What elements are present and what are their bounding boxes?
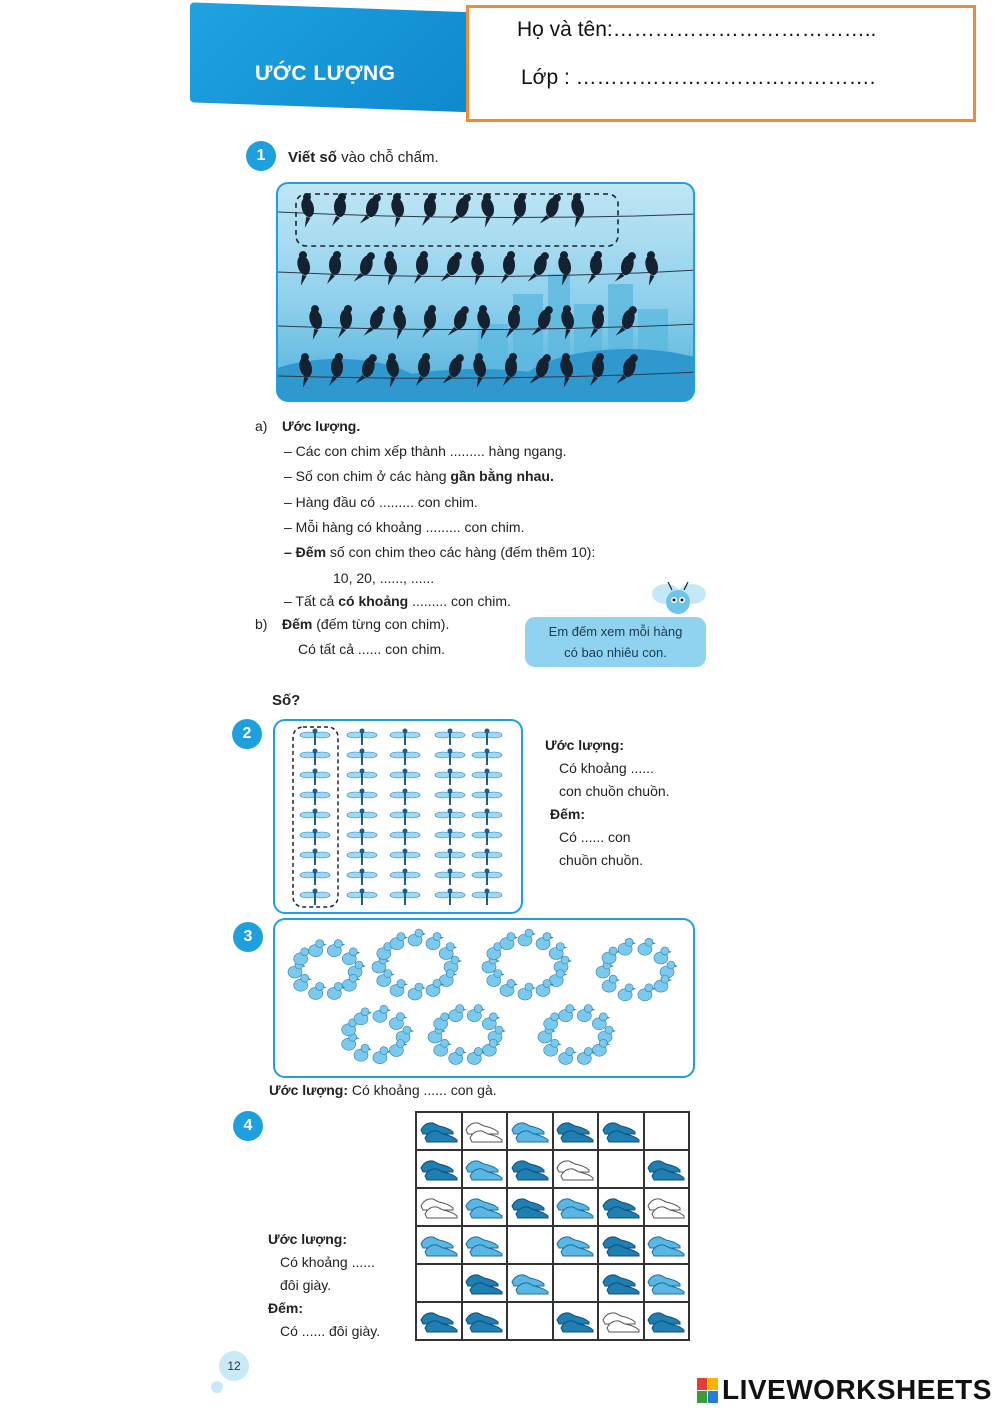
chicken-icon: [518, 929, 536, 946]
so-heading: Số?: [272, 692, 301, 709]
ex1-line3: – Hàng đầu có ......... con chim.: [284, 494, 478, 510]
dragonfly-icon: [347, 729, 377, 746]
dragonfly-icon: [390, 869, 420, 886]
shoe-cell: [644, 1226, 690, 1264]
empty-cell: [416, 1264, 462, 1302]
chicken-icon: [618, 984, 636, 1001]
dragonfly-icon: [435, 889, 465, 906]
shoe-icon: [464, 1230, 504, 1260]
bird-icon: [332, 193, 346, 226]
dragonfly-icon: [472, 729, 502, 746]
title-banner: [190, 2, 510, 113]
ex1-line2: – Số con chim ở các hàng gần bằng nhau.: [284, 468, 554, 484]
chicken-icon: [602, 947, 620, 964]
part-b-label: b): [255, 616, 268, 632]
dragonfly-icon: [472, 869, 502, 886]
birds-on-wires-image: [276, 182, 695, 402]
shoe-cell: [644, 1150, 690, 1188]
empty-cell: [598, 1150, 644, 1188]
dragonfly-icon: [390, 809, 420, 826]
dragonfly-icon: [300, 829, 330, 846]
chicken-icon: [536, 933, 554, 950]
shoe-icon: [646, 1154, 686, 1184]
ex1-line4: – Mỗi hàng có khoảng ......... con chim.: [284, 519, 525, 535]
shoe-cell: [598, 1264, 644, 1302]
shoe-cell: [507, 1264, 553, 1302]
dragonfly-icon: [472, 809, 502, 826]
bird-icon: [414, 251, 428, 284]
liveworksheets-logo-icon: [697, 1378, 719, 1404]
bird-icon: [640, 250, 662, 285]
part-b-title: Đếm (đếm từng con chim).: [282, 616, 450, 632]
speech-bubble: Em đếm xem mỗi hàng có bao nhiêu con.: [525, 617, 706, 667]
chicken-icon: [559, 1005, 577, 1022]
bird-icon: [422, 193, 436, 226]
chicken-icon: [354, 1008, 372, 1025]
dragonfly-icon: [472, 749, 502, 766]
bird-icon: [388, 304, 410, 339]
bird-icon: [296, 192, 318, 227]
chicken-icon: [559, 1047, 577, 1064]
shoe-icon: [464, 1268, 504, 1298]
shoe-icon: [555, 1306, 595, 1336]
shoe-icon: [419, 1306, 459, 1336]
shoe-icon: [510, 1154, 550, 1184]
chicken-icon: [373, 1047, 391, 1064]
shoe-cell: [416, 1302, 462, 1340]
ex2-count-title: Đếm:: [550, 806, 586, 822]
chickens-image: [273, 918, 695, 1078]
shoe-icon: [646, 1192, 686, 1222]
ex2-estimate-line1: Có khoảng ......: [559, 760, 654, 776]
chicken-icon: [390, 933, 408, 950]
chicken-icon: [467, 1005, 485, 1022]
bird-icon: [304, 304, 326, 339]
shoe-icon: [601, 1230, 641, 1260]
dragonfly-icon: [300, 729, 330, 746]
bird-icon: [588, 251, 602, 284]
shoe-cell: [553, 1150, 599, 1188]
dragonfly-icon: [300, 889, 330, 906]
shoe-icon: [646, 1230, 686, 1260]
shoe-icon: [555, 1116, 595, 1146]
shoe-icon: [510, 1116, 550, 1146]
brand-name: LIVEWORKSHEETS: [722, 1374, 992, 1405]
shoe-cell: [598, 1188, 644, 1226]
shoe-cell: [507, 1112, 553, 1150]
ex4-estimate-title: Ước lượng:: [268, 1231, 347, 1247]
page-title: ƯỚC LƯỢNG: [255, 62, 396, 85]
shoe-cell: [462, 1188, 508, 1226]
ex2-count-line1: Có ...... con: [559, 829, 631, 845]
shoe-cell: [507, 1150, 553, 1188]
chicken-icon: [500, 979, 518, 996]
ex1-line1: – Các con chim xếp thành ......... hàng ngang.: [284, 443, 567, 459]
bird-icon: [441, 250, 463, 285]
dragonfly-icon: [435, 809, 465, 826]
dragonfly-icon: [300, 789, 330, 806]
shoe-icon: [555, 1154, 595, 1184]
dragonfly-icon: [390, 729, 420, 746]
shoe-cell: [507, 1188, 553, 1226]
dragonfly-icon: [347, 849, 377, 866]
shoe-icon: [555, 1230, 595, 1260]
chicken-icon: [408, 929, 426, 946]
dragonfly-icon: [390, 749, 420, 766]
empty-cell: [507, 1302, 553, 1340]
bird-icon: [566, 192, 588, 227]
dragonfly-icon: [435, 829, 465, 846]
dragonfly-icon: [435, 729, 465, 746]
ex4-estimate-line1: Có khoảng ......: [280, 1254, 375, 1270]
shoe-icon: [510, 1268, 550, 1298]
dragonfly-icon: [347, 809, 377, 826]
shoe-cell: [416, 1150, 462, 1188]
shoe-cell: [462, 1226, 508, 1264]
shoe-cell: [644, 1302, 690, 1340]
bird-icon: [364, 304, 386, 339]
part-a-title: Ước lượng.: [282, 418, 361, 434]
bird-icon: [615, 250, 637, 285]
shoe-cell: [598, 1112, 644, 1150]
shoe-cell: [553, 1302, 599, 1340]
dragonfly-icon: [435, 789, 465, 806]
shoe-cell: [553, 1226, 599, 1264]
bird-icon: [338, 305, 352, 338]
ex2-estimate-title: Ước lượng:: [545, 737, 624, 753]
chicken-icon: [449, 1047, 467, 1064]
bird-icon: [386, 192, 408, 227]
ex4-count-line1: Có ...... đôi giày.: [280, 1323, 381, 1339]
dragonfly-icon: [347, 789, 377, 806]
dragonfly-icon: [300, 869, 330, 886]
dragonfly-icon: [347, 769, 377, 786]
shoe-icon: [419, 1192, 459, 1222]
chicken-icon: [638, 938, 656, 955]
part-b-line: Có tất cả ...... con chim.: [298, 641, 446, 657]
dragonfly-icon: [300, 849, 330, 866]
ex2-estimate-line2: con chuồn chuồn.: [559, 783, 670, 799]
bird-icon: [360, 192, 382, 227]
chicken-icon: [327, 940, 345, 957]
empty-cell: [507, 1226, 553, 1264]
bird-icon: [327, 251, 341, 284]
chicken-icon: [618, 938, 636, 955]
chicken-icon: [309, 982, 327, 999]
dragonfly-icon: [347, 889, 377, 906]
dragonfly-icon: [472, 789, 502, 806]
dragonfly-image: [273, 719, 523, 914]
dragonfly-icon: [347, 749, 377, 766]
dragonfly-icon: [390, 789, 420, 806]
chicken-icon: [518, 983, 536, 1000]
dragonfly-icon: [390, 849, 420, 866]
shoe-icon: [601, 1306, 641, 1336]
chicken-icon: [309, 940, 327, 957]
shoe-icon: [646, 1268, 686, 1298]
chicken-icon: [577, 1005, 595, 1022]
class-field[interactable]: Lớp : …………………………………….: [521, 66, 876, 89]
chicken-icon: [354, 1044, 372, 1061]
dragonfly-icon: [472, 829, 502, 846]
name-field[interactable]: Họ và tên:………………………………..: [517, 18, 877, 41]
shoe-cell: [644, 1188, 690, 1226]
bird-icon: [466, 250, 488, 285]
exercise-1-prompt: Viết số vào chỗ chấm.: [288, 149, 439, 166]
exercise-4-number: 4: [233, 1111, 263, 1141]
shoe-cell: [416, 1112, 462, 1150]
dragonfly-icon: [435, 769, 465, 786]
bird-icon: [528, 250, 550, 285]
shoe-icon: [555, 1192, 595, 1222]
dragonfly-icon: [300, 749, 330, 766]
shoe-cell: [462, 1150, 508, 1188]
ex2-count-line2: chuồn chuồn.: [559, 852, 644, 868]
shoe-icon: [601, 1268, 641, 1298]
shoe-cell: [553, 1112, 599, 1150]
dragonfly-icon: [390, 769, 420, 786]
chicken-icon: [373, 1005, 391, 1022]
part-a-label: a): [255, 418, 268, 434]
dragonfly-icon: [472, 849, 502, 866]
bird-icon: [476, 192, 498, 227]
bird-icon: [450, 192, 472, 227]
chicken-icon: [390, 979, 408, 996]
shoe-icon: [464, 1192, 504, 1222]
bird-icon: [501, 251, 515, 284]
dragonfly-icon: [300, 809, 330, 826]
bird-icon: [512, 193, 526, 226]
ex4-count-title: Đếm:: [268, 1300, 304, 1316]
bee-mascot-icon: [648, 580, 708, 620]
bird-icon: [540, 192, 562, 227]
shoe-cell: [462, 1302, 508, 1340]
shoe-icon: [419, 1116, 459, 1146]
shoe-cell: [416, 1226, 462, 1264]
chicken-icon: [449, 1005, 467, 1022]
shoe-cell: [462, 1264, 508, 1302]
shoe-icon: [419, 1154, 459, 1184]
ex1-line6: 10, 20, ......, ......: [333, 570, 435, 586]
dragonfly-icon: [435, 869, 465, 886]
shoe-icon: [419, 1230, 459, 1260]
dragonfly-icon: [390, 829, 420, 846]
decorative-dot: [211, 1381, 223, 1393]
bird-icon: [354, 250, 376, 285]
exercise-1-number: 1: [246, 141, 276, 171]
shoe-icon: [510, 1192, 550, 1222]
exercise-2-number: 2: [232, 719, 262, 749]
ex3-caption: Ước lượng: Có khoảng ...... con gà.: [269, 1082, 497, 1098]
shoe-icon: [601, 1192, 641, 1222]
dragonfly-icon: [347, 869, 377, 886]
shoe-cell: [598, 1226, 644, 1264]
dragonfly-icon: [435, 849, 465, 866]
exercise-3-number: 3: [233, 922, 263, 952]
bird-icon: [422, 305, 436, 338]
bird-icon: [379, 250, 401, 285]
bird-icon: [448, 304, 470, 339]
dragonfly-icon: [300, 769, 330, 786]
empty-cell: [553, 1264, 599, 1302]
chicken-icon: [408, 983, 426, 1000]
dragonfly-icon: [347, 829, 377, 846]
shoe-icon: [464, 1154, 504, 1184]
shoe-icon: [601, 1116, 641, 1146]
chicken-icon: [426, 933, 444, 950]
ex4-estimate-line2: đôi giày.: [280, 1277, 332, 1293]
bird-icon: [292, 250, 314, 285]
shoe-cell: [553, 1188, 599, 1226]
chicken-icon: [638, 984, 656, 1001]
chicken-icon: [500, 933, 518, 950]
ex1-line5: – Đếm số con chim theo các hàng (đếm thêm 10):: [284, 544, 596, 560]
shoe-icon: [646, 1306, 686, 1336]
empty-cell: [644, 1112, 690, 1150]
dragonfly-icon: [472, 769, 502, 786]
shoes-grid: [415, 1111, 690, 1341]
shoe-cell: [644, 1264, 690, 1302]
shoe-icon: [464, 1306, 504, 1336]
dragonfly-icon: [435, 749, 465, 766]
shoe-cell: [416, 1188, 462, 1226]
shoe-cell: [598, 1302, 644, 1340]
shoe-cell: [462, 1112, 508, 1150]
dragonfly-icon: [390, 889, 420, 906]
page-number: 12: [219, 1351, 249, 1381]
ex1-line7: – Tất cả có khoảng ......... con chim.: [284, 593, 511, 609]
dragonfly-icon: [472, 889, 502, 906]
shoe-icon: [464, 1116, 504, 1146]
